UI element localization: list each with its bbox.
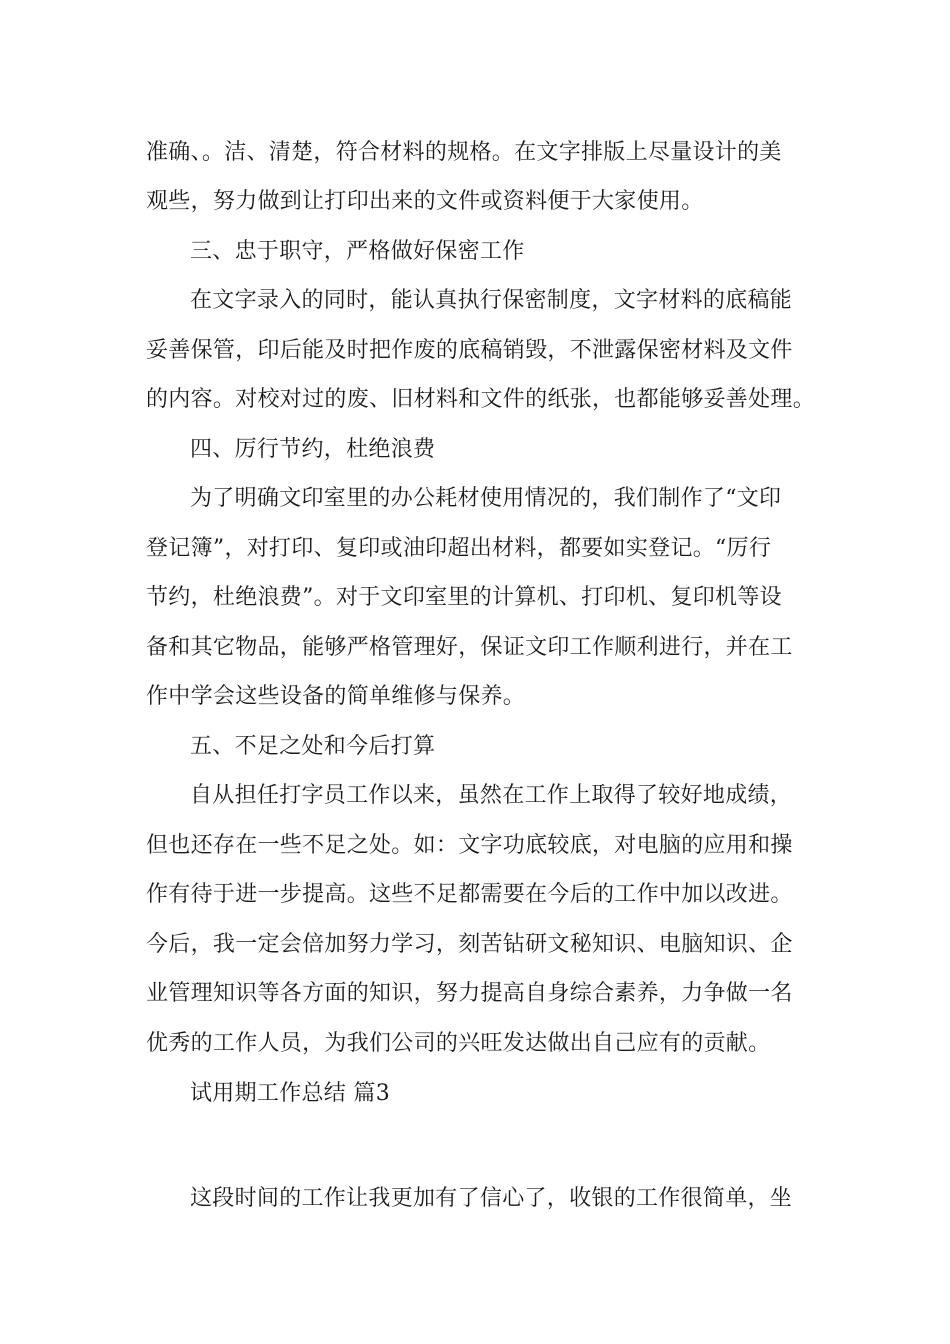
- section-heading: 三、忠于职守，严格做好保密工作: [190, 239, 525, 264]
- paragraph-line: 作中学会这些设备的简单维修与保养。: [146, 684, 526, 709]
- paragraph-line: 的内容。对校对过的废、旧材料和文件的纸张，也都能够妥善处理。: [146, 387, 816, 412]
- paragraph-line: 这段时间的工作让我更加有了信心了，收银的工作很简单，坐: [190, 1186, 793, 1211]
- paragraph-line: 业管理知识等各方面的知识，努力提高自身综合素养，力争做一名: [146, 981, 793, 1006]
- paragraph-line: 准确、。洁、清楚，符合材料的规格。在文字排版上尽量设计的美: [146, 140, 782, 165]
- paragraph-line: 备和其它物品，能够严格管理好，保证文印工作顺利进行，并在工: [146, 635, 793, 660]
- paragraph-line: 但也还存在一些不足之处。如：文字功底较底，对电脑的应用和操: [146, 833, 793, 858]
- paragraph-line: 优秀的工作人员，为我们公司的兴旺发达做出自己应有的贡献。: [146, 1031, 771, 1056]
- paragraph-line: 登记簿”，对打印、复印或油印超出材料，都要如实登记。“厉行: [146, 536, 772, 561]
- section-heading: 五、不足之处和今后打算: [190, 734, 436, 759]
- paragraph-line: 为了明确文印室里的办公耗材使用情况的，我们制作了“文印: [190, 486, 782, 511]
- paragraph-line: 作有待于进一步提高。这些不足都需要在今后的工作中加以改进。: [146, 882, 793, 907]
- section-heading: 四、厉行节约，杜绝浪费: [190, 437, 436, 462]
- paragraph-line: 在文字录入的同时，能认真执行保密制度，文字材料的底稿能: [190, 288, 793, 313]
- paragraph-line: 自从担任打字员工作以来，虽然在工作上取得了较好地成绩，: [190, 783, 793, 808]
- paragraph-line: 观些，努力做到让打印出来的文件或资料便于大家使用。: [146, 189, 704, 214]
- section-title: 试用期工作总结 篇3: [190, 1081, 390, 1106]
- paragraph-line: 节约，杜绝浪费”。对于文印室里的计算机、打印机、复印机等设: [146, 585, 782, 610]
- paragraph-line: 今后，我一定会倍加努力学习，刻苦钻研文秘知识、电脑知识、企: [146, 932, 793, 957]
- paragraph-line: 妥善保管，印后能及时把作废的底稿销毁，不泄露保密材料及文件: [146, 338, 793, 363]
